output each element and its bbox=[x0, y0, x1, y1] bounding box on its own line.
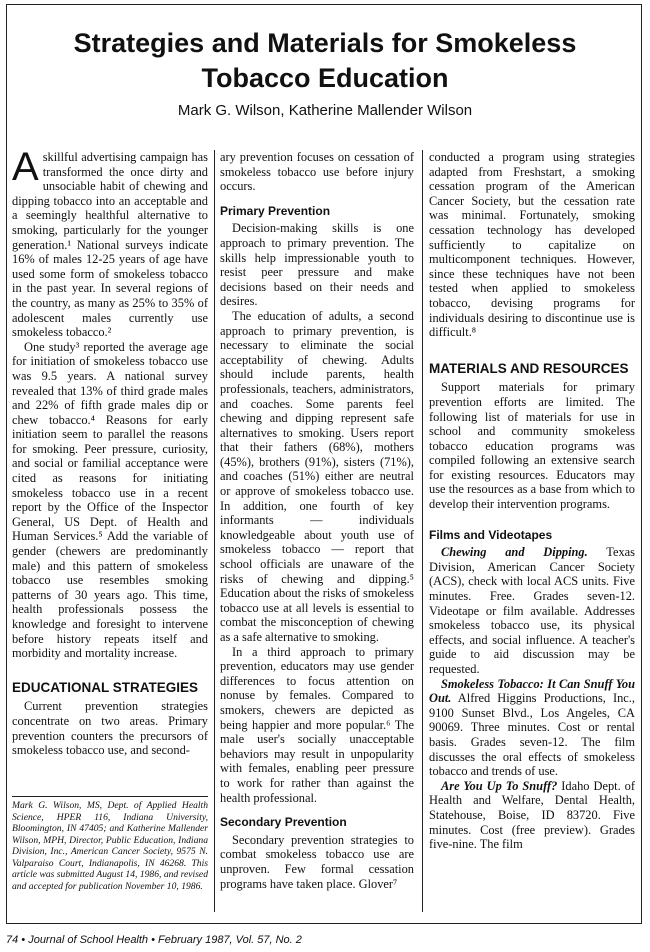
resource-title: Chewing and Dipping. bbox=[441, 545, 588, 560]
column-3 bbox=[429, 150, 635, 852]
drop-cap: A bbox=[12, 145, 39, 189]
paragraph: The education of adults, a second approach to primary prevention, is necessary to eliminate the social acceptability of chewing. Adults should include parents, health professionals, teachers, administrators, and coaches. Some parents feel chewing and dipping represent safe alternatives to smoking. Users report that their fathers (68%), mothers (45%), brothers (91%), sisters (71%), and coaches (51%) either are neutral or approve of smokeless tobacco use. In addition, one fourth of key informants — individuals knowledgeable about youth use of smokeless tobacco — report that school officials are unaware of the risks of chewing and dipping.⁵ Education about the risks of smokeless tobacco use at all levels is essential to combat the misconception of chewing as a safe alternative to smoking. bbox=[220, 308, 414, 644]
paragraph: ary prevention focuses on cessation of smokeless tobacco use before injury occurs. bbox=[220, 150, 414, 194]
subheading-secondary-prevention: Secondary Prevention bbox=[220, 815, 347, 830]
column-rule-2 bbox=[422, 150, 423, 912]
paragraph: Current prevention strategies concentrate on two areas. Primary prevention counters the precursors of smokeless tobacco use, and second- bbox=[12, 699, 208, 758]
resource-entry bbox=[429, 545, 635, 676]
column-1 bbox=[12, 145, 208, 758]
resource-text: Texas Division, American Cancer Society (ACS), check with local ACS units. Five minutes. Free. Grades seven-12. Videotape or film available. Addresses smokeless tobacco use, its physical effects, and social influence. A teacher's guide to aid discussion may be requested. bbox=[429, 545, 635, 676]
resource-text: Alfred Higgins Productions, Inc., 9100 Sunset Blvd., Los Angeles, CA 90069. Three minutes. Cost or rental basis. Grades seven-12. The film discusses the oral effects of smokeless tobacco and trends of use. bbox=[429, 691, 635, 779]
article-title bbox=[0, 26, 650, 96]
paragraph: Secondary prevention strategies to combat smokeless tobacco use are unproven. Few formal cessation programs have taken place. Glover⁷ bbox=[220, 832, 414, 891]
resource-title: Are You Up To Snuff? bbox=[441, 778, 558, 793]
column-rule-1 bbox=[214, 150, 215, 912]
paragraph: Support materials for primary prevention efforts are limited. The following list of materials for use in school and community smokeless tobacco education programs was compiled following an extensive search for existing resources. Educators may use the resources as a base from which to develop their intervention programs. bbox=[429, 380, 635, 512]
title-line-2: Tobacco Education bbox=[201, 63, 449, 93]
author-footnote: Mark G. Wilson, MS, Dept. of Applied Health Science, HPER 116, Indiana University, Bloomington, IN 47405; and Katherine Mallender Wilson, MPH, Director, Public Education, Indiana Division, Inc., American Cancer Society, 9575 N. Valparaiso Court, Indianapolis, IN 46268. This article was submitted August 14, 1986, and revised and accepted for publication November 10, 1986. bbox=[12, 796, 208, 892]
intro-paragraph bbox=[12, 145, 208, 340]
paragraph: One study³ reported the average age for initiation of smokeless tobacco use was 9.5 years. A national survey revealed that 13% of third grade males and 22% of fifth grade males dip or chew tobacco.⁴ Reasons for early initiation seem to parallel the reasons for smoking. Peer pressure, curiosity, and social or familial acceptance were cited as reasons for initiating smokeless tobacco use in a recent report by the Office of the Inspector General, US Dept. of Health and Human Services.⁵ Add the variable of gender (chewers are predominantly male) and this pattern of smokeless tobacco use resembles smoking patterns of 30 years ago. This time, health professionals possess the knowledge and foresight to intervene before history repeats itself and morbidity and mortality increase. bbox=[12, 339, 208, 661]
section-heading-educational-strategies: EDUCATIONAL STRATEGIES bbox=[12, 679, 199, 695]
column-2 bbox=[220, 150, 414, 891]
paragraph: conducted a program using strategies adapted from Freshstart, a smoking cessation program of the American Cancer Society, but the cessation rate was minimal. Fortunately, smoking cessation technology has developed sufficiently to capitalize on multicomponent techniques. However, since these techniques have not been tested when applied to smokeless tobacco, devising programs for individuals desiring to discontinue use is difficult.⁸ bbox=[429, 150, 635, 340]
title-line-1: Strategies and Materials for Smokeless bbox=[73, 28, 577, 58]
subheading-primary-prevention: Primary Prevention bbox=[220, 203, 331, 218]
resource-title: Smokeless Tobacco: It Can Snuff You Out. bbox=[429, 676, 635, 706]
section-heading-materials-resources: MATERIALS AND RESOURCES bbox=[429, 360, 629, 376]
resource-text: Idaho Dept. of Health and Welfare, Dental Health, Statehouse, Boise, ID 83720. Five minutes. Cost (free preview). Grades five-nine. The film bbox=[429, 778, 635, 852]
paragraph: Decision-making skills is one approach to primary prevention. The skills help impressionable youth to resist peer pressure and make decisions based on their needs and desires. bbox=[220, 221, 414, 309]
page-footer: 74 • Journal of School Health • February 1987, Vol. 57, No. 2 bbox=[6, 934, 302, 946]
intro-text: skillful advertising campaign has transformed the once dirty and unsociable habit of chewing and dipping tobacco into an acceptable and a seemingly healthful alternative to smoking, particularly for the younger generation.¹ National surveys indicate 16% of males 12-25 years of age have used some form of smokeless tobacco in the past year. In several regions of the country, as many as 25% to 35% of adolescent males currently use smokeless tobacco.² bbox=[12, 150, 208, 340]
authors: Mark G. Wilson, Katherine Mallender Wilson bbox=[177, 102, 473, 119]
subheading-films-videotapes: Films and Videotapes bbox=[429, 527, 553, 542]
resource-entry bbox=[429, 677, 635, 779]
resource-entry bbox=[429, 779, 635, 852]
paragraph: In a third approach to primary prevention, educators may use gender differences to focus attention on nonuse by females. Compared to smokers, chewers are depicted as being happier and more popular.⁶ The male user's socially unacceptable behaviors may result in unpopularity with females, enabling peer pressure to work for rather than against the health professional. bbox=[220, 644, 414, 805]
